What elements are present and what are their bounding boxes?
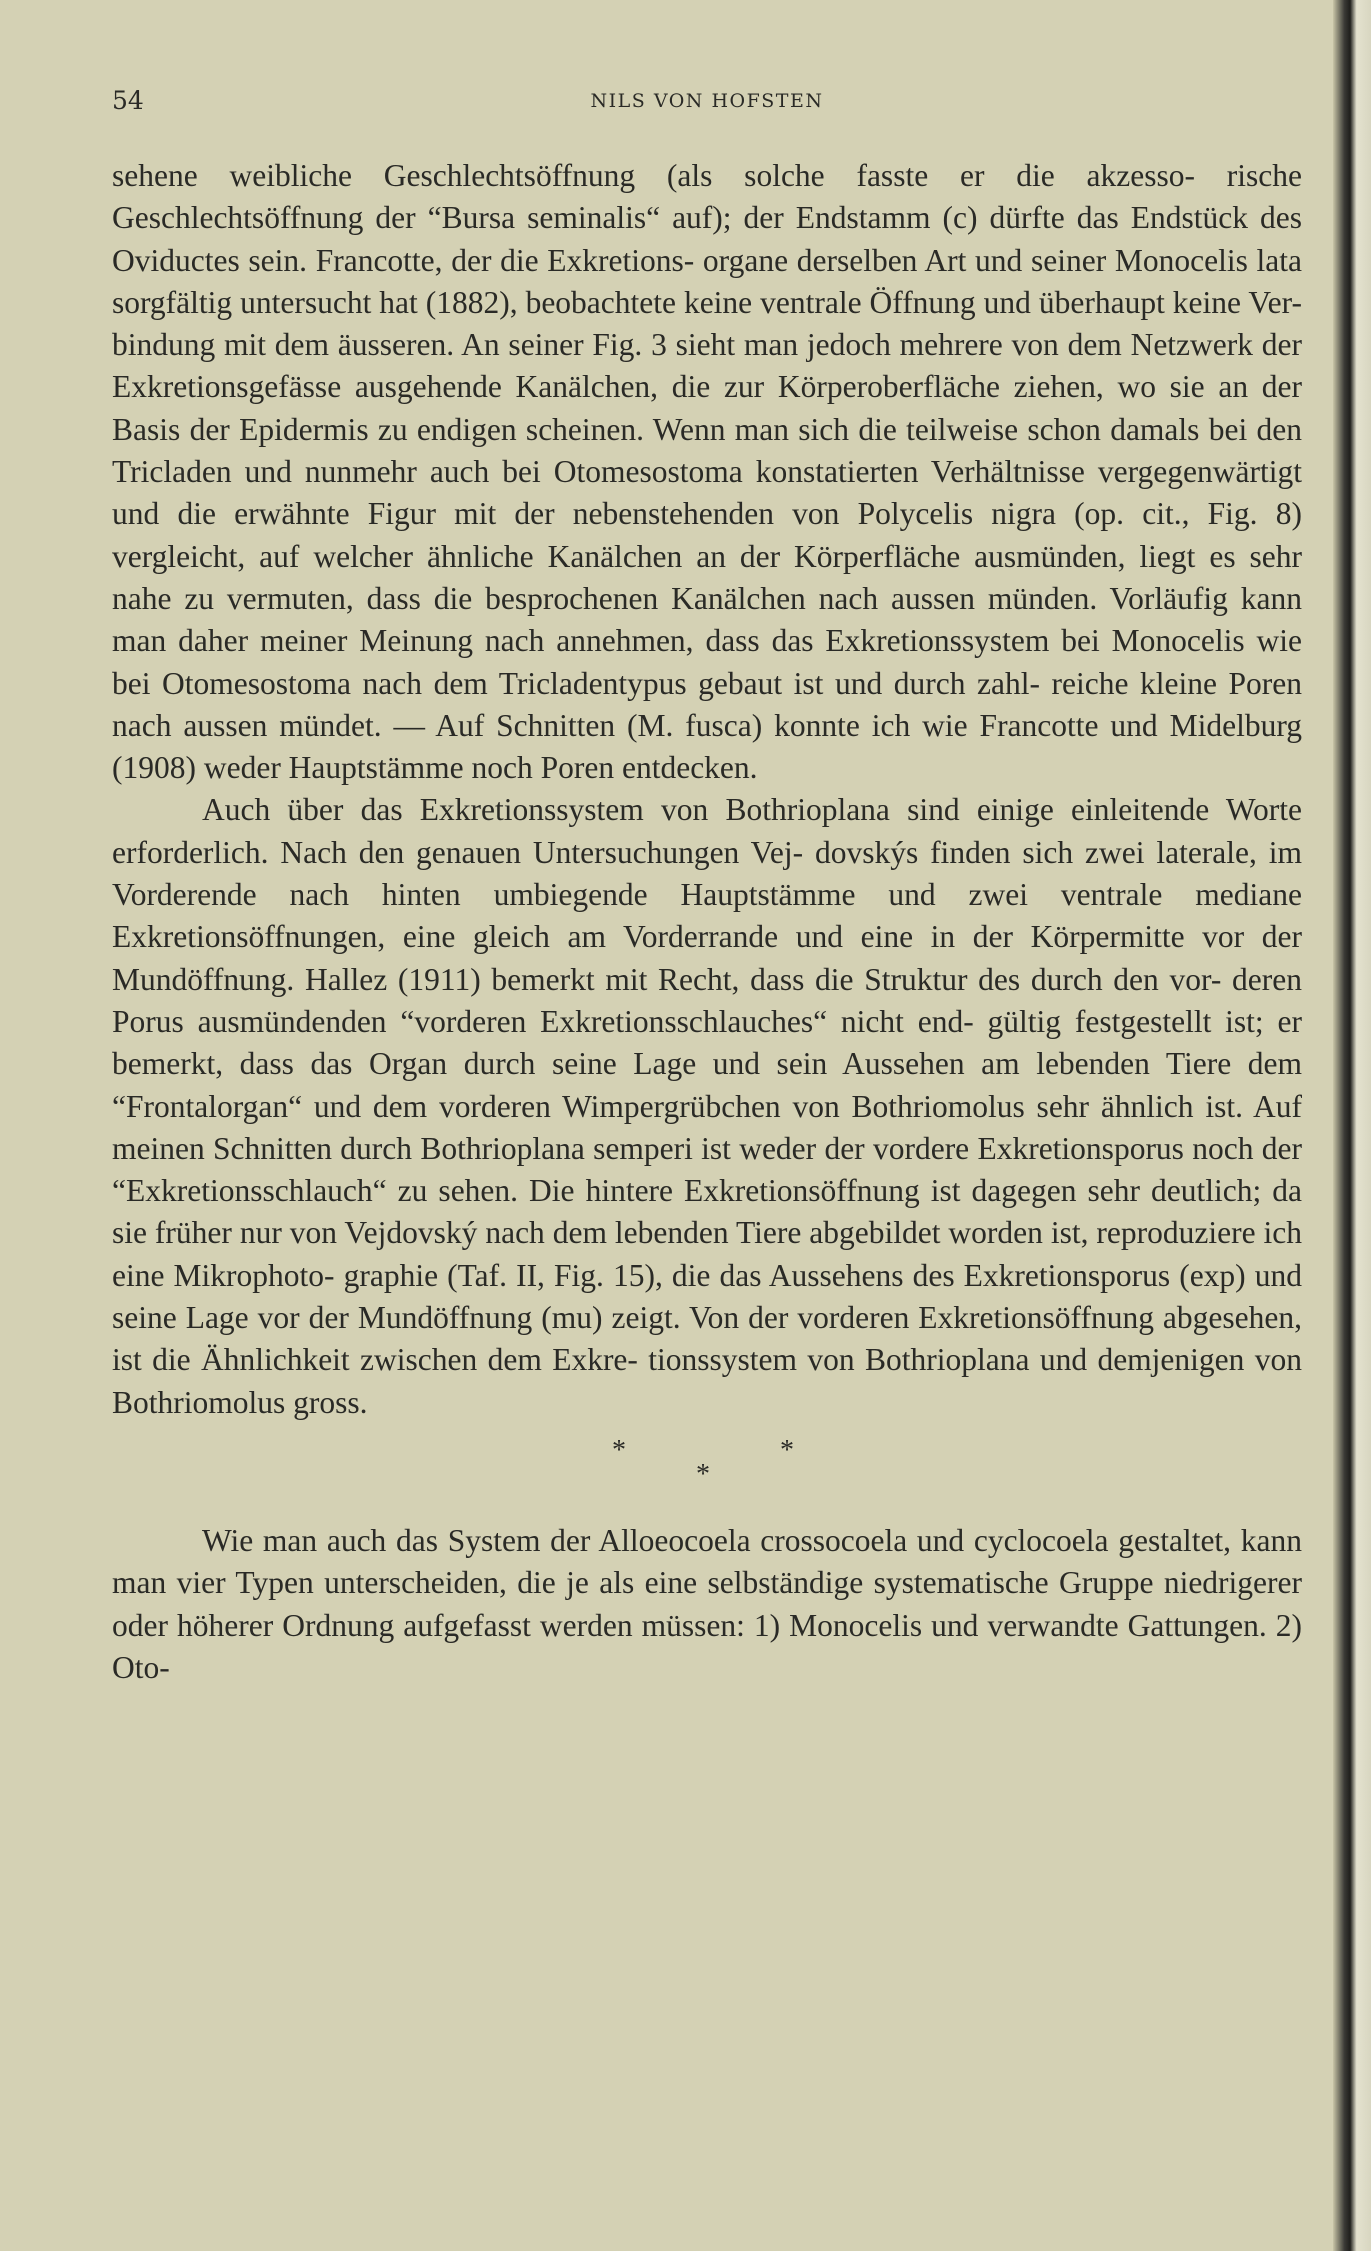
- paragraph-3: Wie man auch das System der Alloeocoela crossocoela und cyclocoela gestaltet, kann man vier Typen unterscheiden, die je als eine selbständige systematische Gruppe niedrigerer oder höherer Ordnung aufgefasst werden müssen: 1) Monocelis und verwandte Gattungen. 2) Oto-: [112, 1522, 1302, 1685]
- page-number: 54: [112, 86, 144, 115]
- asterisk-left: *: [612, 1434, 626, 1466]
- paragraph-2: Auch über das Exkretionssystem von Bothrioplana sind einige einleitende Worte erforderlich. Nach den genauen Untersuchungen Vej- dovskýs finden sich zwei laterale, im Vorderende nach hinten umbiegende Hauptstämme und zwei ventrale mediane Exkretionsöffnungen, eine gleich am Vorderrande und eine in der Körpermitte vor der Mundöffnung. Hallez (1911) bemerkt mit Recht, dass die Struktur des durch den vor- deren Porus ausmündenden “vorderen Exkretionsschlauches“ nicht end- gültig festgestellt ist; er bemerkt, dass das Organ durch seine Lage und sein Aussehen am lebenden Tiere dem “Frontalorgan“ und dem vorderen Wimpergrübchen von Bothriomolus sehr ähnlich ist. Auf meinen Schnitten durch Bothrioplana semperi ist weder der vordere Exkretionsporus noch der “Exkretionsschlauch“ zu sehen. Die hintere Exkretionsöffnung ist dagegen sehr deutlich; da sie früher nur von Vejdovský nach dem lebenden Tiere abgebildet worden ist, reproduziere ich eine Mikrophoto- graphie (Taf. II, Fig. 15), die das Aussehens des Exkretionsporus (exp) und seine Lage vor der Mundöffnung (mu) zeigt. Von der vorderen Exkretionsöffnung abgesehen, ist die Ähnlichkeit zwischen dem Exkre- tionssystem von Bothrioplana und demjenigen von Bothriomolus gross.: [112, 792, 1302, 1420]
- asterisk-center: *: [696, 1458, 710, 1490]
- body-text: [112, 155, 1302, 1689]
- asterisk-right: *: [780, 1434, 794, 1466]
- page-binding-edge: [1333, 0, 1371, 2251]
- running-head: NILS VON HOFSTEN: [590, 90, 824, 112]
- page-header: [112, 86, 1302, 126]
- paragraph-1: sehene weibliche Geschlechtsöffnung (als solche fasste er die akzesso- rische Geschlechtsöffnung der “Bursa seminalis“ auf); der Endstamm (c) dürfte das Endstück des Oviductes sein. Francotte, der die Exkretions- organe derselben Art und seiner Monocelis lata sorgfältig untersucht hat (1882), beobachtete keine ventrale Öffnung und überhaupt keine Ver- bindung mit dem äusseren. An seiner Fig. 3 sieht man jedoch mehrere von dem Netzwerk der Exkretionsgefässe ausgehende Kanälchen, die zur Körperoberfläche ziehen, wo sie an der Basis der Epidermis zu endigen scheinen. Wenn man sich die teilweise schon damals bei den Tricladen und nunmehr auch bei Otomesostoma konstatierten Verhältnisse vergegenwärtigt und die erwähnte Figur mit der nebenstehenden von Polycelis nigra (op. cit., Fig. 8) vergleicht, auf welcher ähnliche Kanälchen an der Körperfläche ausmünden, liegt es sehr nahe zu vermuten, dass die besprochenen Kanälchen nach aussen münden. Vorläufig kann man daher meiner Meinung nach annehmen, dass das Exkretionssystem bei Monocelis wie bei Otomesostoma nach dem Tricladentypus gebaut ist und durch zahl- reiche kleine Poren nach aussen mündet. — Auf Schnitten (M. fusca) konnte ich wie Francotte und Midelburg (1908) weder Hauptstämme noch Poren entdecken.: [112, 158, 1302, 786]
- section-separator: [112, 1424, 1302, 1514]
